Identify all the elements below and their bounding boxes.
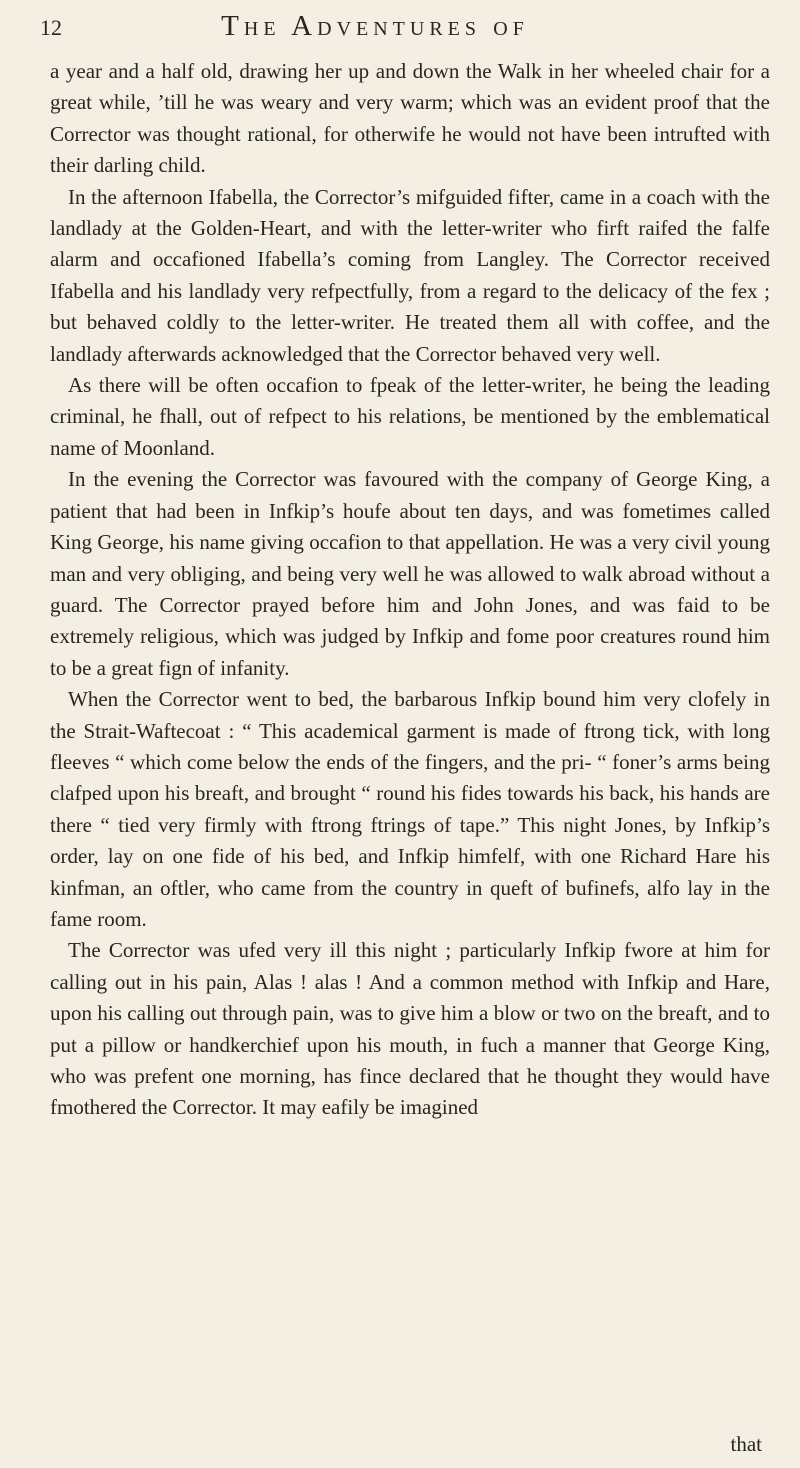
paragraph: In the afternoon Ifabella, the Corrector’s mifguided fifter, came in a coach with the landlady at the Golden-Heart, and with the letter-writer who firft raifed the falfe alarm and occafioned Ifabella’s coming from Langley. The Corrector received Ifabella and his landlady very refpectfully, from a regard to the delicacy of the fex ; but behaved coldly to the letter-writer. He treated them all with coffee, and the landlady afterwards acknowledged that the Corrector behaved very well. — [50, 184, 770, 366]
body-text — [50, 56, 770, 1124]
page-number: 12 — [40, 15, 62, 40]
paragraph: In the evening the Corrector was favoured with the company of George King, a patient that had been in Infkip’s houfe about ten days, and was fometimes called King George, his name giving occafion to that appellation. He was a very civil young man and very obliging, and being very well he was allowed to walk abroad without a guard. The Corrector prayed before him and John Jones, and was faid to be extremely religious, which was judged by Infkip and fome poor creatures round him to be a great fign of infanity. — [50, 467, 770, 680]
running-head: The Adventures of — [221, 10, 529, 42]
page-header — [40, 10, 780, 54]
paragraph: As there will be often occafion to fpeak of the letter-writer, he being the leading criminal, he fhall, out of refpect to his relations, be mentioned by the emblematical name of Moonland. — [50, 373, 770, 460]
catchword: that — [730, 1432, 762, 1456]
paragraph: When the Corrector went to bed, the barbarous Infkip bound him very clofely in the Strait-Waftecoat : “ This academical garment is made of ftrong tick, with long fleeves “ which come below the ends of the fingers, and the pri- “ foner’s arms being clafped upon his breaft, and brought “ round his fides towards his back, his hands are there “ tied very firmly with ftrong ftrings of tape.” This night Jones, by Infkip’s order, lay on one fide of his bed, and Infkip himfelf, with one Richard Hare his kinfman, an oftler, who came from the country in queft of bufinefs, alfo lay in the fame room. — [50, 687, 770, 931]
paragraph: The Corrector was ufed very ill this night ; particularly Infkip fwore at him for calling out in his pain, Alas ! alas ! And a common method with Infkip and Hare, upon his calling out through pain, was to give him a blow or two on the breaft, and to put a pillow or handkerchief upon his mouth, in fuch a manner that George King, who was prefent one morning, has fince declared that he thought they would have fmothered the Corrector. It may eafily be imagined — [50, 938, 770, 1120]
paragraph: a year and a half old, drawing her up and down the Walk in her wheeled chair for a great while, ’till he was weary and very warm; which was an evident proof that the Corrector was thought rational, for otherwife he would not have been intrufted with their darling child. — [50, 59, 770, 178]
